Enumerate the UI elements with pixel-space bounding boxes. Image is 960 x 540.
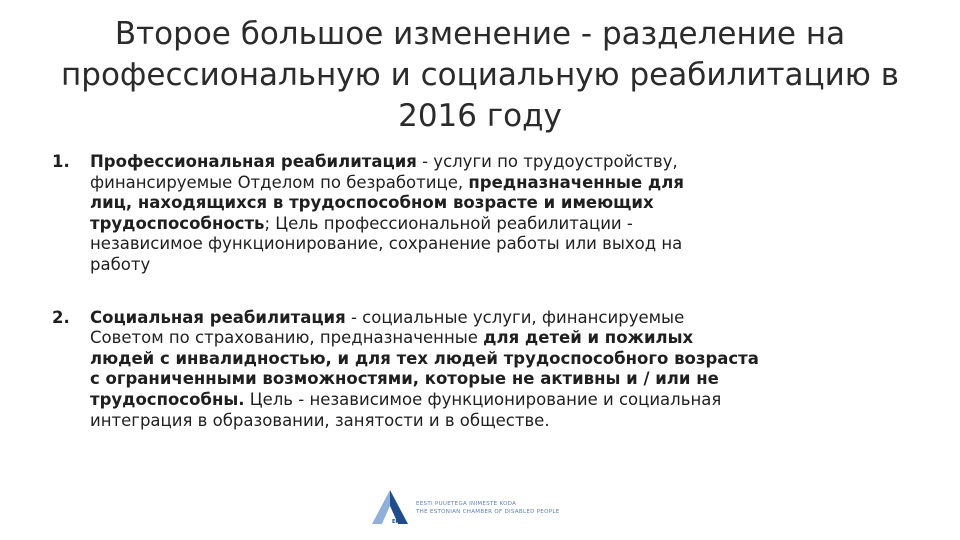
list-item-text <box>90 308 840 432</box>
text-run: интеграция в образовании, занятости и в обществе. <box>90 410 550 430</box>
slide-title-line-2: профессиональную и социальную реабилитацию в <box>61 57 899 93</box>
text-line <box>90 214 840 235</box>
slide-title-line-1: Второе большое изменение - разделение на <box>114 16 846 52</box>
logo-abbreviation: EPIK <box>392 519 405 525</box>
list-item-social-rehabilitation <box>50 308 840 432</box>
text-line <box>90 308 840 329</box>
bold-text-run: для детей и пожилых <box>483 328 694 348</box>
text-line <box>90 411 840 432</box>
text-run: - социальные услуги, финансируемые <box>345 307 685 327</box>
list-item-text <box>90 152 840 276</box>
slide-title-line-3: 2016 году <box>398 98 562 134</box>
slide-title <box>20 14 940 137</box>
text-line <box>90 255 840 276</box>
organization-logo <box>368 488 568 532</box>
bold-text-run: трудоспособность <box>90 213 265 233</box>
text-line <box>90 349 840 370</box>
text-run: Цель - независимое функционирование и социальная <box>244 389 722 409</box>
text-line <box>90 234 840 255</box>
text-line <box>90 152 840 173</box>
logo-text <box>416 500 559 516</box>
bold-text-run: Социальная реабилитация <box>90 307 346 327</box>
bold-text-run: Профессиональная реабилитация <box>90 152 417 171</box>
logo-text-line-1: EESTI PUUETEGA INIMESTE KODA <box>416 501 517 507</box>
bold-text-run: трудоспособны. <box>90 389 245 409</box>
list-item-number: 2. <box>52 307 70 327</box>
text-line <box>90 193 840 214</box>
text-run: - услуги по трудоустройству, <box>416 152 678 171</box>
bold-text-run: предназначенные для <box>468 172 684 192</box>
text-run: независимое функционирование, сохранение работы или выход на <box>90 234 683 254</box>
bold-text-run: людей с инвалидностью, и для тех людей трудоспособного возраста <box>90 348 759 368</box>
numbered-list <box>50 152 840 431</box>
text-line <box>90 390 840 411</box>
text-run: Советом по страхованию, предназначенные <box>90 328 484 348</box>
bold-text-run: с ограниченными возможностями, которые не активны и / или не <box>90 369 719 389</box>
text-run: ; Цель профессиональной реабилитации - <box>264 213 633 233</box>
bold-text-run: лиц, находящихся в трудоспособном возрасте и имеющих <box>90 193 654 213</box>
logo-text-line-2: THE ESTONIAN CHAMBER OF DISABLED PEOPLE <box>416 509 560 515</box>
epik-triangle-icon <box>368 488 414 528</box>
text-run: финансируемые Отделом по безработице, <box>90 172 469 192</box>
list-item-number: 1. <box>52 152 70 171</box>
list-item-professional-rehabilitation <box>50 152 840 276</box>
text-line <box>90 328 840 349</box>
text-line <box>90 173 840 194</box>
text-line <box>90 369 840 390</box>
text-run: работу <box>90 254 151 274</box>
